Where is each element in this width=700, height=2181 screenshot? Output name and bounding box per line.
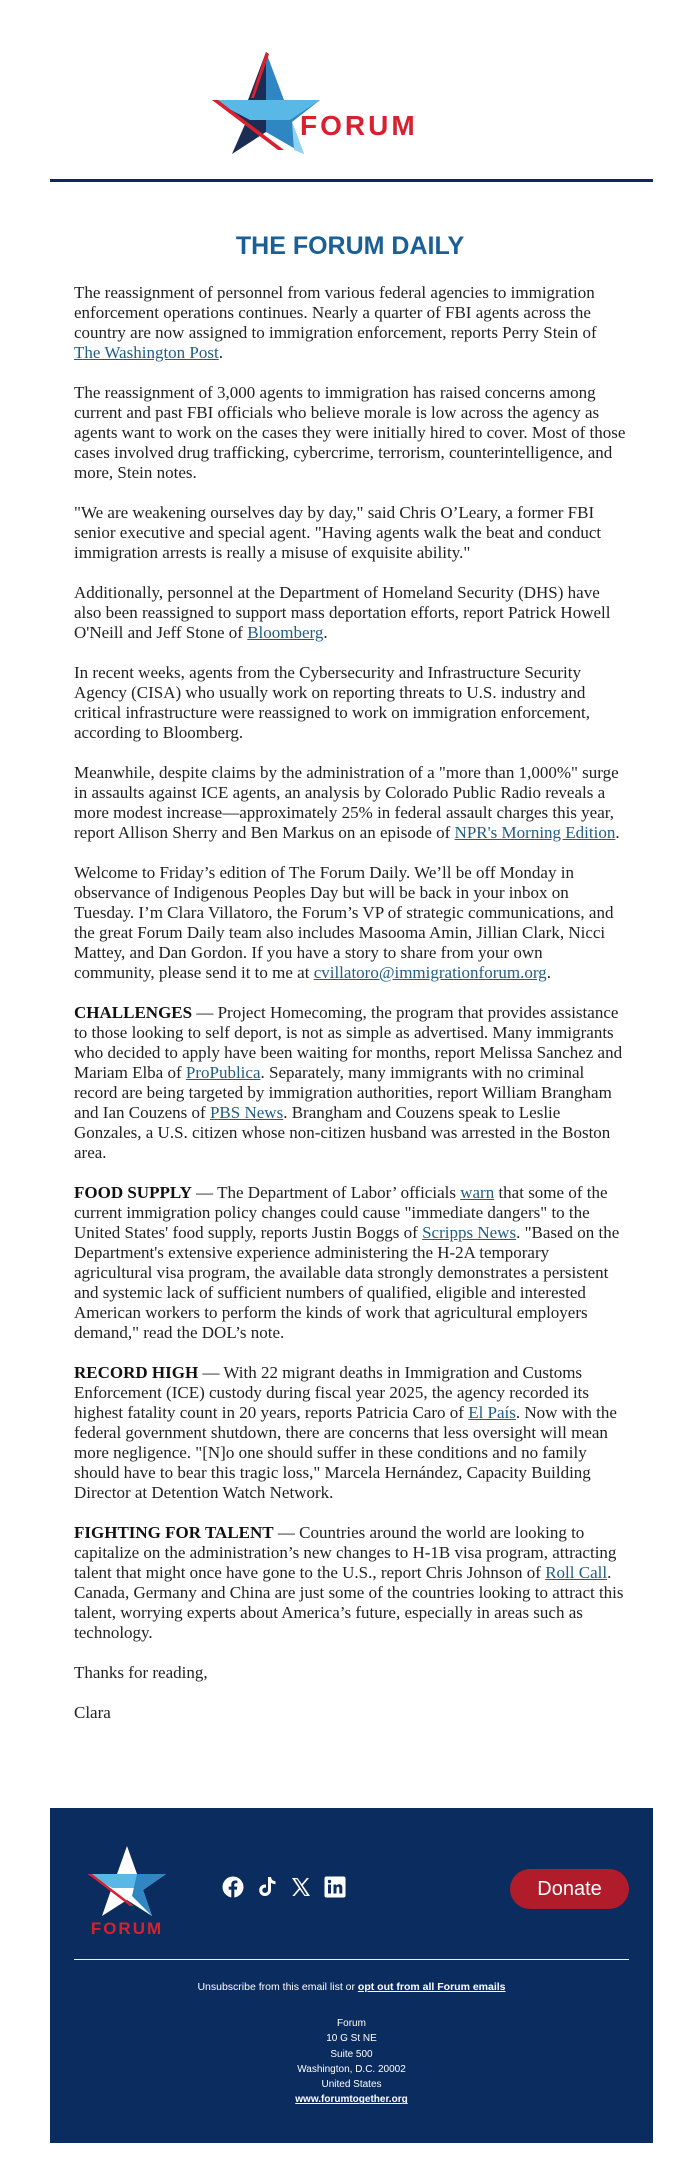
text: . Canada, Germany and China are just some of the countries looking to attract this talent, worrying experts about America’s future, especially in areas such as technology. — [74, 1563, 624, 1642]
link-bloomberg[interactable]: Bloomberg — [247, 623, 324, 642]
text: . "Based on the Department's extensive experience administering the H-2A temporary agricultural visa program, the available data strongly demonstrates a persistent and systemic lack of sufficient numbers of qualified, eligible and interested American workers to perform the kinds of work that agricultural employers demand," read the DOL’s note. — [74, 1223, 620, 1342]
tiktok-icon[interactable] — [256, 1876, 278, 1898]
link-propublica[interactable]: ProPublica — [185, 1063, 261, 1082]
text: Additionally, personnel at the Department of Homeland Security (DHS) have also been reassigned to support mass deportation efforts, report Patrick Howell O'Neill and Jeff Stone of — [74, 583, 611, 642]
address-line: Suite 500 — [330, 2048, 373, 2060]
text: . — [323, 623, 328, 642]
text: . Separately, many immigrants with no criminal record are being targeted by immigration authorities, report William Brangham and Ian Couzens of — [74, 1063, 612, 1122]
postal-address — [50, 2016, 653, 2108]
link-npr[interactable]: NPR's Morning Edition — [454, 823, 616, 842]
section-challenges — [74, 1003, 626, 1163]
logo-text: FORUM — [300, 110, 418, 141]
newsletter-title: THE FORUM DAILY — [235, 232, 465, 260]
link-warn[interactable]: warn — [460, 1183, 495, 1202]
address-line: United States — [321, 2079, 382, 2091]
text: Welcome to Friday’s edition of The Forum Daily. We’ll be off Monday in observance of Indigenous Peoples Day but will be back in your inbox on Tuesday. I’m Clara Villatoro, the Forum’s VP of strategic communications, and the great Forum Daily team also includes Masooma Amin, Jillian Clark, Nicci Mattey, and Dan Gordon. If you have a story to share from your own community, please send it to me at — [74, 863, 614, 982]
unsubscribe-text: Unsubscribe from this email list or — [197, 1981, 358, 1993]
section-label: CHALLENGES — [74, 1003, 193, 1022]
address-line: Forum — [337, 2018, 366, 2029]
paragraph-cisa: In recent weeks, agents from the Cybersecurity and Infrastructure Security Agency (CISA) who usually work on reporting threats to U.S. industry and critical infrastructure were reassigned to work on immigration enforcement, according to Bloomberg. — [74, 663, 590, 742]
address-line: 10 G St NE — [326, 2033, 377, 2045]
social-links — [222, 1876, 346, 1898]
paragraph-intro — [74, 283, 626, 363]
paragraph-quote: "We are weakening ourselves day by day," said Chris O’Leary, a former FBI senior executive and special agent. "Having agents walk the beat and conduct immigration arrests is really a misuse of exquisite ability." — [74, 503, 602, 562]
text: . — [615, 823, 620, 842]
text: Meanwhile, despite claims by the administration of a "more than 1,000%" surge in assaults against ICE agents, an analysis by Colorado Public Radio reveals a more modest increase—approximately 25% in federal assault charges this year, report Allison Sherry and Ben Markus on an episode of — [74, 763, 619, 842]
section-fighting-for-talent — [74, 1523, 626, 1643]
header-divider — [50, 179, 653, 182]
footer-divider — [74, 1959, 629, 1960]
paragraph-welcome — [74, 863, 626, 983]
unsubscribe-line — [50, 1981, 653, 1993]
text: The reassignment of personnel from various federal agencies to immigration enforcement operations continues. Nearly a quarter of FBI agents across the country are now assigned to immigration enforcement, reports Perry Stein of — [74, 283, 597, 342]
text: . — [218, 343, 223, 362]
forum-logo — [210, 50, 430, 156]
facebook-icon[interactable] — [222, 1876, 244, 1898]
linkedin-icon[interactable] — [324, 1876, 346, 1898]
text: — Project Homecoming, the program that provides assistance to those looking to self deport, is not as simple as advertised. Many immigrants who decided to apply have been waiting for months, report Melissa Sanchez and Mariam Elba of — [74, 1003, 623, 1082]
section-label: FIGHTING FOR TALENT — [74, 1523, 274, 1542]
donate-button[interactable]: Donate — [510, 1869, 629, 1909]
text: . — [546, 963, 551, 982]
section-food-supply — [74, 1183, 626, 1343]
address-line: Washington, D.C. 20002 — [297, 2063, 406, 2075]
text: — Countries around the world are looking to capitalize on the administration’s new changes to H-1B visa program, attracting talent that might once have gone to the U.S., report Chris Johnson of — [74, 1523, 617, 1582]
footer — [50, 1808, 653, 2143]
paragraph-fbi-morale: The reassignment of 3,000 agents to immigration has raised concerns among current and past FBI officials who believe morale is low across the agency as agents want to work on the cases they were initially hired to cover. Most of those cases involved drug trafficking, cybercrime, terrorism, counterintelligence, and more, Stein notes. — [74, 383, 626, 482]
signoff: Thanks for reading, — [74, 1663, 208, 1682]
paragraph-dhs — [74, 583, 626, 643]
opt-out-link[interactable]: opt out from all Forum emails — [357, 1981, 506, 1993]
text: . Brangham and Couzens speak to Leslie Gonzales, a U.S. citizen whose non-citizen husband was arrested in the Boston area. — [74, 1103, 611, 1162]
link-email[interactable]: cvillatoro@immigrationforum.org — [313, 963, 547, 982]
section-label: FOOD SUPPLY — [74, 1183, 192, 1202]
link-roll-call[interactable]: Roll Call — [545, 1563, 608, 1582]
link-pbs-news[interactable]: PBS News — [209, 1103, 284, 1122]
x-icon[interactable] — [290, 1876, 312, 1898]
link-scripps-news[interactable]: Scripps News — [422, 1223, 517, 1242]
website-link[interactable]: www.forumtogether.org — [295, 2094, 408, 2106]
newsletter-body — [74, 283, 626, 1743]
text: — The Department of Labor’ officials — [191, 1183, 461, 1202]
section-record-high — [74, 1363, 626, 1503]
text: — With 22 migrant deaths in Immigration and Customs Enforcement (ICE) custody during fiscal year 2025, the agency recorded its highest fatality count in 20 years, reports Patricia Caro of — [74, 1363, 590, 1422]
paragraph-assaults — [74, 763, 626, 843]
link-el-pais[interactable]: El País — [468, 1403, 516, 1422]
text: . Now with the federal government shutdown, there are concerns that less oversight will mean more negligence. "[N]o one should suffer in these conditions and no family should have to bear this tragic loss," Marcela Hernández, Capacity Building Director at Detention Watch Network. — [74, 1403, 617, 1502]
link-washington-post[interactable]: The Washington Post — [74, 343, 219, 362]
text: that some of the current immigration policy changes could cause "immediate dangers" to the United States' food supply, reports Justin Boggs of — [74, 1183, 608, 1242]
footer-logo[interactable] — [82, 1846, 172, 1936]
section-label: RECORD HIGH — [74, 1363, 199, 1382]
footer-logo-text: FORUM — [90, 1919, 164, 1936]
signature: Clara — [74, 1703, 111, 1722]
